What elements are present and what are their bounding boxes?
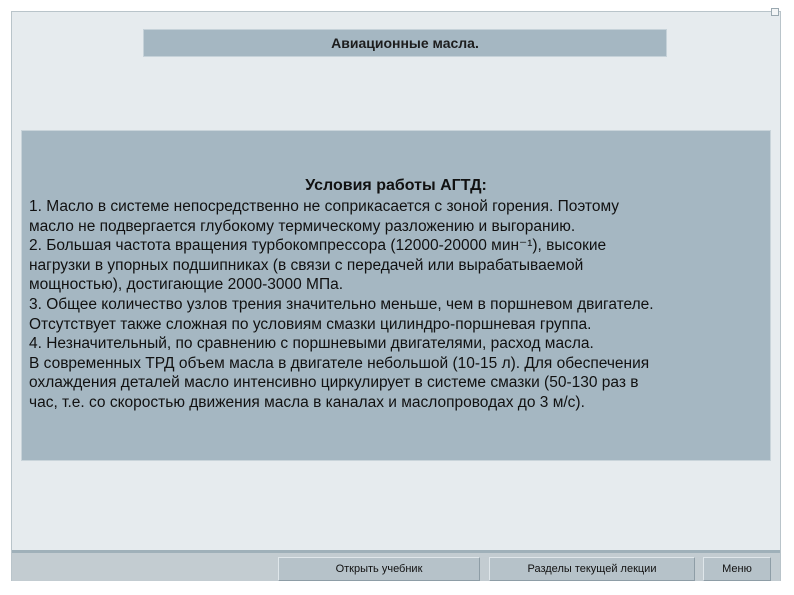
content-line: В современных ТРД объем масла в двигателе небольшой (10-15 л). Для обеспечения xyxy=(29,354,650,372)
menu-button[interactable]: Меню xyxy=(703,557,771,581)
lecture-sections-button[interactable]: Разделы текущей лекции xyxy=(489,557,695,581)
slide-title xyxy=(143,29,667,57)
content-line: 1. Масло в системе непосредственно не соприкасается с зоной горения. Поэтому xyxy=(29,198,620,215)
content-line: 4. Незначительный, по сравнению с поршневыми двигателями, расход масла. xyxy=(29,335,594,353)
content-line: Отсутствует также сложная по условиям смазки цилиндро-поршневая группа. xyxy=(29,315,592,333)
content-line: нагрузки в упорных подшипниках (в связи с передачей или вырабатываемой xyxy=(29,256,584,274)
content-line: мощностью), достигающие 2000-3000 МПа. xyxy=(29,276,344,294)
content-line: 2. Большая частота вращения турбокомпрессора (12000-20000 мин⁻¹), высокие xyxy=(29,237,607,255)
corner-box xyxy=(771,8,779,16)
content-line: 3. Общее количество узлов трения значительно меньше, чем в поршневом двигателе. xyxy=(29,295,654,313)
content-line: охлаждения деталей масло интенсивно циркулирует в системе смазки (50-130 раз в xyxy=(29,374,639,392)
content-line: масло не подвергается глубокому термическому разложению и выгоранию. xyxy=(29,217,576,235)
open-textbook-button[interactable]: Открыть учебник xyxy=(278,557,480,581)
content-heading: Условия работы АГТД: xyxy=(305,177,487,194)
content-line: час, т.е. со скоростью движения масла в каналах и маслопроводах до 3 м/с). xyxy=(29,393,585,411)
slide-title-text: Авиационные масла. xyxy=(331,35,479,51)
content-panel xyxy=(21,130,771,461)
content-body xyxy=(29,197,769,413)
